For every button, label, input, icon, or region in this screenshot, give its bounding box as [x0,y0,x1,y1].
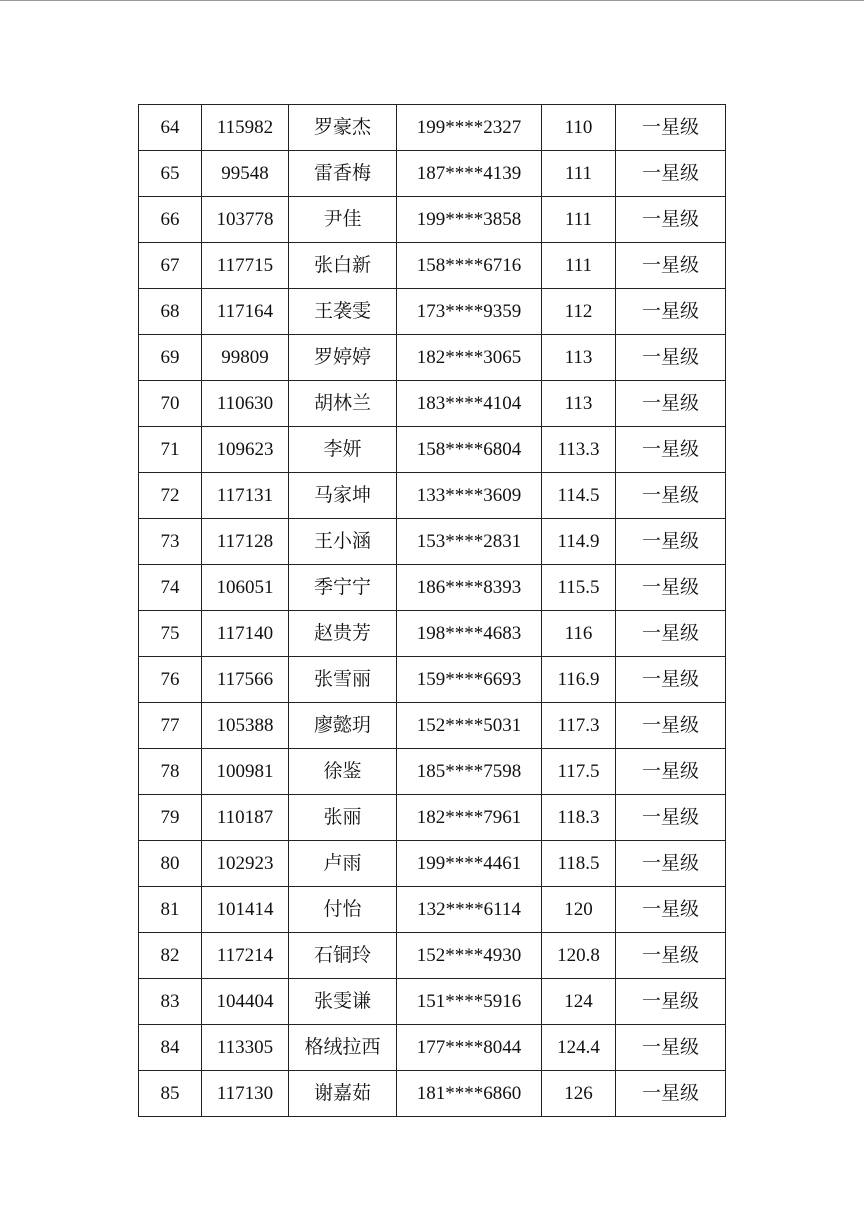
cell-seq: 65 [139,151,202,197]
cell-level: 一星级 [616,289,726,335]
cell-seq: 71 [139,427,202,473]
cell-level: 一星级 [616,611,726,657]
cell-id: 106051 [202,565,289,611]
cell-seq: 64 [139,105,202,151]
cell-score: 110 [542,105,616,151]
cell-seq: 69 [139,335,202,381]
cell-name: 付怡 [289,887,397,933]
cell-id: 117214 [202,933,289,979]
cell-id: 99548 [202,151,289,197]
cell-name: 王袭雯 [289,289,397,335]
cell-phone: 133****3609 [397,473,542,519]
cell-seq: 83 [139,979,202,1025]
cell-level: 一星级 [616,841,726,887]
table-row [139,473,726,519]
cell-id: 109623 [202,427,289,473]
cell-name: 张雪丽 [289,657,397,703]
cell-phone: 199****2327 [397,105,542,151]
cell-seq: 66 [139,197,202,243]
cell-name: 罗婷婷 [289,335,397,381]
cell-seq: 78 [139,749,202,795]
table-row [139,151,726,197]
cell-phone: 158****6804 [397,427,542,473]
cell-id: 113305 [202,1025,289,1071]
cell-phone: 199****4461 [397,841,542,887]
cell-seq: 72 [139,473,202,519]
cell-id: 117164 [202,289,289,335]
cell-seq: 81 [139,887,202,933]
cell-name: 张雯谦 [289,979,397,1025]
cell-name: 石铜玲 [289,933,397,979]
cell-level: 一星级 [616,519,726,565]
cell-phone: 199****3858 [397,197,542,243]
cell-phone: 159****6693 [397,657,542,703]
cell-level: 一星级 [616,933,726,979]
cell-score: 111 [542,151,616,197]
cell-id: 102923 [202,841,289,887]
table-row [139,381,726,427]
cell-level: 一星级 [616,749,726,795]
cell-score: 124.4 [542,1025,616,1071]
results-table [138,104,726,1117]
cell-name: 谢嘉茹 [289,1071,397,1117]
cell-score: 120 [542,887,616,933]
table-row [139,565,726,611]
cell-phone: 182****7961 [397,795,542,841]
table-row [139,979,726,1025]
cell-name: 廖懿玥 [289,703,397,749]
cell-name: 尹佳 [289,197,397,243]
cell-id: 117566 [202,657,289,703]
cell-score: 124 [542,979,616,1025]
cell-level: 一星级 [616,703,726,749]
table-row [139,335,726,381]
cell-level: 一星级 [616,887,726,933]
table-row [139,703,726,749]
cell-score: 126 [542,1071,616,1117]
table-row [139,933,726,979]
cell-score: 120.8 [542,933,616,979]
cell-seq: 85 [139,1071,202,1117]
cell-level: 一星级 [616,427,726,473]
table-row [139,243,726,289]
cell-seq: 76 [139,657,202,703]
cell-level: 一星级 [616,979,726,1025]
table-row [139,289,726,335]
cell-seq: 79 [139,795,202,841]
cell-level: 一星级 [616,335,726,381]
cell-name: 胡林兰 [289,381,397,427]
cell-id: 101414 [202,887,289,933]
cell-score: 113 [542,335,616,381]
cell-level: 一星级 [616,243,726,289]
cell-phone: 187****4139 [397,151,542,197]
cell-score: 114.5 [542,473,616,519]
cell-score: 116 [542,611,616,657]
cell-phone: 198****4683 [397,611,542,657]
table-row [139,887,726,933]
page-top-border [0,0,864,1]
cell-id: 117715 [202,243,289,289]
cell-seq: 70 [139,381,202,427]
table-row [139,841,726,887]
cell-level: 一星级 [616,197,726,243]
cell-level: 一星级 [616,795,726,841]
cell-phone: 183****4104 [397,381,542,427]
cell-phone: 182****3065 [397,335,542,381]
cell-name: 张丽 [289,795,397,841]
cell-score: 111 [542,243,616,289]
cell-phone: 158****6716 [397,243,542,289]
table-row [139,427,726,473]
cell-level: 一星级 [616,105,726,151]
cell-phone: 153****2831 [397,519,542,565]
cell-name: 季宁宁 [289,565,397,611]
cell-id: 104404 [202,979,289,1025]
table-row [139,611,726,657]
cell-name: 李妍 [289,427,397,473]
cell-name: 雷香梅 [289,151,397,197]
table-row [139,1025,726,1071]
cell-phone: 185****7598 [397,749,542,795]
cell-score: 118.5 [542,841,616,887]
cell-seq: 73 [139,519,202,565]
cell-name: 张白新 [289,243,397,289]
cell-score: 113.3 [542,427,616,473]
cell-score: 115.5 [542,565,616,611]
cell-phone: 186****8393 [397,565,542,611]
table-row [139,749,726,795]
cell-seq: 80 [139,841,202,887]
cell-id: 105388 [202,703,289,749]
cell-phone: 152****4930 [397,933,542,979]
cell-id: 117131 [202,473,289,519]
table-row [139,197,726,243]
cell-id: 117140 [202,611,289,657]
cell-name: 罗豪杰 [289,105,397,151]
cell-id: 99809 [202,335,289,381]
cell-id: 103778 [202,197,289,243]
cell-seq: 82 [139,933,202,979]
cell-phone: 181****6860 [397,1071,542,1117]
cell-id: 117128 [202,519,289,565]
cell-score: 112 [542,289,616,335]
cell-phone: 152****5031 [397,703,542,749]
table-row [139,105,726,151]
cell-id: 110630 [202,381,289,427]
table-row [139,1071,726,1117]
cell-level: 一星级 [616,473,726,519]
cell-id: 110187 [202,795,289,841]
cell-id: 100981 [202,749,289,795]
cell-phone: 177****8044 [397,1025,542,1071]
cell-id: 117130 [202,1071,289,1117]
cell-level: 一星级 [616,565,726,611]
cell-seq: 75 [139,611,202,657]
cell-seq: 74 [139,565,202,611]
cell-phone: 132****6114 [397,887,542,933]
table-row [139,795,726,841]
cell-score: 114.9 [542,519,616,565]
cell-score: 117.5 [542,749,616,795]
cell-level: 一星级 [616,381,726,427]
cell-id: 115982 [202,105,289,151]
cell-phone: 151****5916 [397,979,542,1025]
cell-seq: 77 [139,703,202,749]
cell-name: 徐鉴 [289,749,397,795]
cell-name: 卢雨 [289,841,397,887]
cell-phone: 173****9359 [397,289,542,335]
cell-score: 113 [542,381,616,427]
cell-seq: 84 [139,1025,202,1071]
cell-seq: 67 [139,243,202,289]
cell-level: 一星级 [616,1025,726,1071]
table-row [139,519,726,565]
cell-level: 一星级 [616,1071,726,1117]
table-row [139,657,726,703]
cell-score: 111 [542,197,616,243]
cell-score: 116.9 [542,657,616,703]
cell-level: 一星级 [616,657,726,703]
cell-name: 格绒拉西 [289,1025,397,1071]
cell-score: 117.3 [542,703,616,749]
cell-level: 一星级 [616,151,726,197]
cell-seq: 68 [139,289,202,335]
cell-score: 118.3 [542,795,616,841]
cell-name: 王小涵 [289,519,397,565]
cell-name: 赵贵芳 [289,611,397,657]
table-body [139,105,726,1117]
cell-name: 马家坤 [289,473,397,519]
